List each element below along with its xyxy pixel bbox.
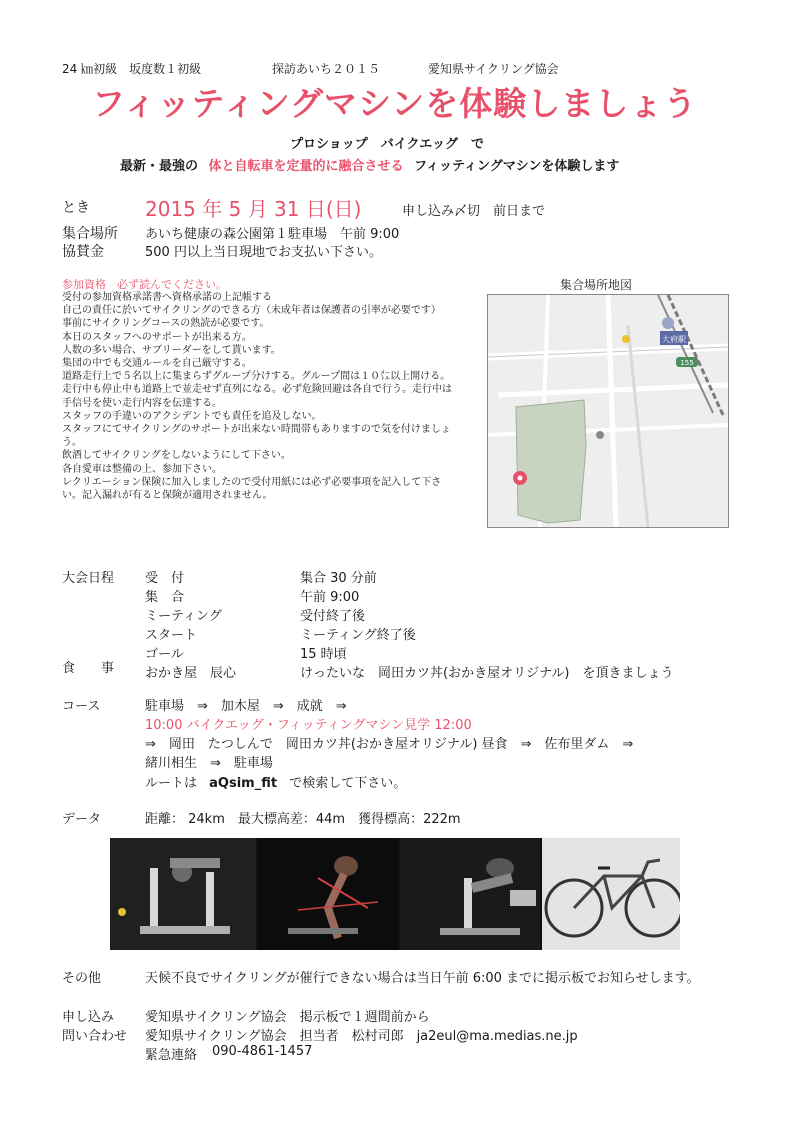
map-graphic <box>488 295 728 527</box>
requirement-line: 各自愛車は整備の上、参加下さい。 <box>62 463 222 475</box>
course-line-4: 緒川相生 ⇒ 駐車場 <box>145 756 273 771</box>
map-station-label: 大府駅 <box>662 335 686 344</box>
schedule-item-value: 午前 9:00 <box>300 590 360 605</box>
schedule-item-name: 受 付 <box>145 571 185 586</box>
photo-fitting-machine-2 <box>258 838 398 950</box>
map-route-label: 155 <box>680 359 694 367</box>
course-line-1: 駐車場 ⇒ 加木屋 ⇒ 成就 ⇒ <box>145 699 347 714</box>
requirement-line: 手信号を使い走行内容を伝達する。 <box>62 397 222 409</box>
event-date: 2015 年 5 月 31 日(日) <box>145 197 362 221</box>
photo-bicycle <box>542 838 680 950</box>
course-label: コース <box>62 699 101 714</box>
emergency-label: 緊急連絡 <box>145 1048 198 1063</box>
requirement-line: 飲酒してサイクリングをしないようにして下さい。 <box>62 450 291 462</box>
requirement-line: スタッフの手違いのアクシデントでも責任を追及しない。 <box>62 410 322 422</box>
route-prefix: ルートは <box>145 776 198 791</box>
schedule-label: 大会日程 <box>62 571 115 586</box>
route-suffix: で検索して下さい。 <box>289 776 407 791</box>
schedule-row <box>145 567 674 586</box>
schedule-row <box>145 643 674 662</box>
date-label: とき <box>62 200 90 216</box>
requirement-line: レクリエーション保険に加入しましたので受付用紙には必ず必要事項を記入して下さ <box>62 476 442 488</box>
schedule-item-value: 15 時頃 <box>300 647 347 662</box>
requirement-line: 事前にサイクリングコースの熟読が必要です。 <box>62 318 270 330</box>
photo-fitting-machine-3 <box>400 838 540 950</box>
requirement-line: 自己の責任に於いてサイクリングのできる方（未成年者は保護者の引率が必要です） <box>62 305 441 317</box>
header-org: 愛知県サイクリング協会 <box>428 62 559 76</box>
other-label: その他 <box>62 971 102 986</box>
route-name: aQsim_fit <box>209 776 278 791</box>
schedule-item-name: 集 合 <box>145 590 185 605</box>
schedule-row <box>145 605 674 624</box>
meal-place: おかき屋 辰心 <box>145 666 237 681</box>
inquiry-label: 問い合わせ <box>62 1029 128 1044</box>
apply-label: 申し込み <box>62 1010 115 1025</box>
data-label: データ <box>62 812 102 827</box>
deadline: 申し込み〆切 前日まで <box>402 204 546 219</box>
subtitle-shop: プロショップ バイクエッグ で <box>290 137 484 152</box>
schedule-item-value: 受付終了後 <box>300 609 366 624</box>
map-title: 集合場所地図 <box>560 278 633 292</box>
schedule-table <box>145 567 674 681</box>
requirement-line: スタッフにてサイクリングのサポートが出来ない時間帯もありますので気を付けましょ <box>62 424 451 436</box>
schedule-item-value: 集合 30 分前 <box>300 571 377 586</box>
meal-label: 食 事 <box>62 661 115 676</box>
requirement-line: 人数の多い場合、サブリーダーをして貰います。 <box>62 344 281 356</box>
meeting-place-label: 集合場所 <box>62 226 118 242</box>
meal-value: けったいな 岡田カツ丼(おかき屋オリジナル) を頂きましょう <box>300 666 674 681</box>
fee: 500 円以上当日現地でお支払い下さい。 <box>145 245 382 260</box>
requirement-line: う。 <box>62 437 82 449</box>
other-notice: 天候不良でサイクリングが催行できない場合は当日午前 6:00 までに掲示板でお知らせします。 <box>145 971 700 986</box>
emergency-phone[interactable]: 090-4861-1457 <box>212 1044 313 1059</box>
course-line-2: 10:00 バイクエッグ・フィッティングマシン見学 12:00 <box>145 718 472 733</box>
inquiry-value: 愛知県サイクリング協会 担当者 松村司郎 ja2eul@ma.medias.ne.jp <box>145 1029 578 1044</box>
schedule-item-name: ミーティング <box>145 609 222 624</box>
subtitle-highlight: 体と自転車を定量的に融合させる <box>208 159 404 174</box>
requirement-line: 本日のスタッフへのサポートが出来る方。 <box>62 331 252 343</box>
requirement-line: 走行中も停止中も道路上で並走せず直列になる。必ず危険回避は各自で行う。走行中は <box>62 384 452 396</box>
route-data: 距離： 24km 最大標高差：44m 獲得標高：222m <box>145 812 461 827</box>
course-line-3: ⇒ 岡田 たつしんで 岡田カツ丼(おかき屋オリジナル) 昼食 ⇒ 佐布里ダム ⇒ <box>145 737 634 752</box>
requirement-line: 道路走行上で５名以上に集まらずグループ分けする。グループ間は１０㍍以上開ける。 <box>62 371 451 383</box>
schedule-item-name: ゴール <box>145 647 184 662</box>
subtitle-description <box>120 155 619 174</box>
meal-row <box>145 662 674 681</box>
requirements-heading: 参加資格 必ず読んでください。 <box>62 278 227 291</box>
meeting-place: あいち健康の森公園第１駐車場 午前 9:00 <box>145 227 400 242</box>
requirement-line: 受付の参加資格承諾書へ資格承諾の上記帳する <box>62 292 272 303</box>
schedule-item-value: ミーティング終了後 <box>300 628 416 643</box>
photo-fitting-machine-1 <box>110 838 256 950</box>
requirement-line: い。記入漏れが有ると保険が適用されません。 <box>62 490 273 502</box>
requirements-list <box>62 291 472 502</box>
subtitle-prefix: 最新・最強の <box>120 159 199 174</box>
page-title: フィッティングマシンを体験しましょう <box>92 84 698 123</box>
header-event: 探訪あいち２０１５ <box>272 62 381 76</box>
schedule-row <box>145 586 674 605</box>
schedule-item-name: スタート <box>145 628 198 643</box>
fee-label: 協賛金 <box>62 244 104 260</box>
header-level: 24 ㎞初級 坂度数１初級 <box>62 62 202 76</box>
course-line-5 <box>145 772 406 791</box>
meeting-map[interactable] <box>487 294 729 528</box>
requirement-line: 集団の中でも交通ルールを自己厳守する。 <box>62 358 252 370</box>
photo-strip <box>110 838 680 950</box>
schedule-row <box>145 624 674 643</box>
apply-value: 愛知県サイクリング協会 掲示板で１週間前から <box>145 1010 430 1025</box>
subtitle-suffix: フィッティングマシンを体験します <box>414 159 620 174</box>
